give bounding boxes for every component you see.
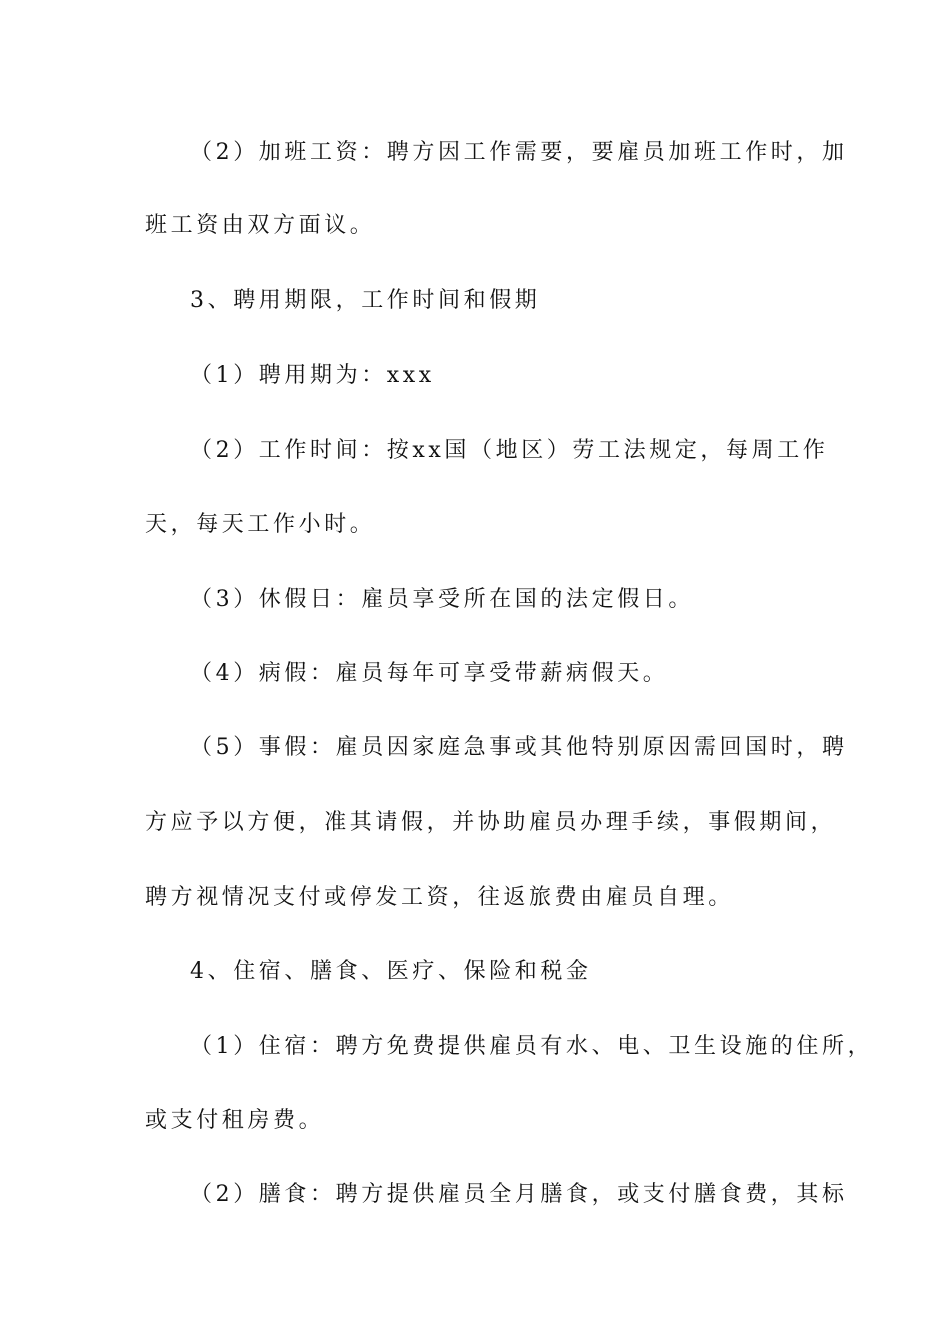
paragraph-line: 或支付租房费。 [145, 1108, 325, 1133]
paragraph-line: （4）病假：雇员每年可享受带薪病假天。 [190, 661, 669, 686]
paragraph-line: （1）住宿：聘方免费提供雇员有水、电、卫生设施的住所， [190, 1034, 874, 1059]
section-heading: 4、住宿、膳食、医疗、保险和税金 [190, 959, 592, 984]
section-heading: 3、聘用期限，工作时间和假期 [190, 288, 541, 313]
paragraph-line: （5）事假：雇员因家庭急事或其他特别原因需回国时，聘 [190, 735, 848, 760]
paragraph-line: 天，每天工作小时。 [145, 512, 376, 537]
paragraph-line: （3）休假日：雇员享受所在国的法定假日。 [190, 587, 694, 612]
paragraph-line: （2）加班工资：聘方因工作需要，要雇员加班工作时，加 [190, 140, 848, 165]
paragraph-line: （2）膳食：聘方提供雇员全月膳食，或支付膳食费，其标 [190, 1182, 848, 1207]
paragraph-line: 方应予以方便，准其请假，并协助雇员办理手续，事假期间， [145, 810, 837, 835]
paragraph-line: （1）聘用期为：xxx [190, 363, 435, 388]
paragraph-line: 聘方视情况支付或停发工资，往返旅费由雇员自理。 [145, 885, 734, 910]
paragraph-line: 班工资由双方面议。 [145, 213, 376, 238]
paragraph-line: （2）工作时间：按xx国（地区）劳工法规定，每周工作 [190, 438, 829, 463]
